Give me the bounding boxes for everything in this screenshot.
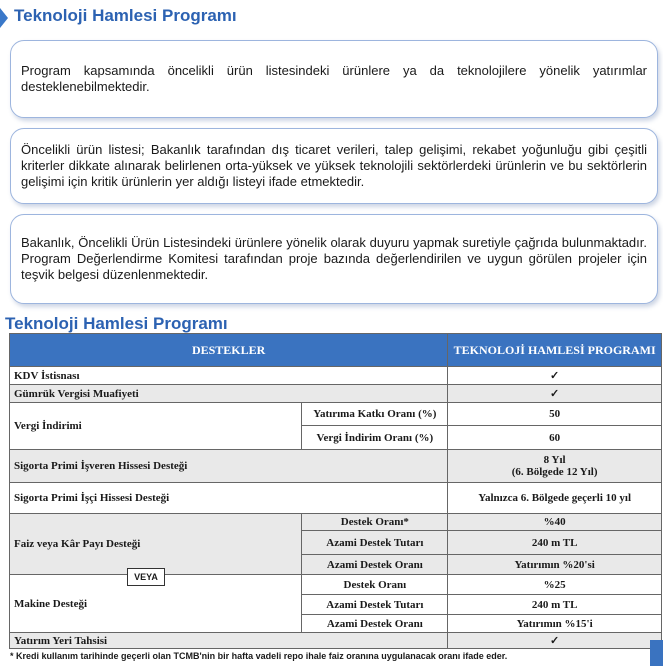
sub-label: Azami Destek Oranı bbox=[302, 615, 448, 633]
table-row bbox=[10, 575, 662, 595]
sub-label: Azami Destek Tutarı bbox=[302, 531, 448, 555]
row-label-sigorta-isveren: Sigorta Primi İşveren Hissesi Desteği bbox=[10, 450, 448, 483]
info-box-3 bbox=[10, 214, 658, 304]
row-label-makine: Makine Desteği bbox=[10, 575, 302, 633]
sub-label: Azami Destek Oranı bbox=[302, 555, 448, 575]
check-icon: ✓ bbox=[448, 367, 662, 385]
value-line: (6. Bölgede 12 Yıl) bbox=[511, 466, 598, 478]
sub-label: Azami Destek Tutarı bbox=[302, 595, 448, 615]
sub-value: %25 bbox=[448, 575, 662, 595]
row-label-sigorta-isci: Sigorta Primi İşçi Hissesi Desteği bbox=[10, 483, 448, 514]
sub-value: Yatırımın %20'si bbox=[448, 555, 662, 575]
sub-value: 60 bbox=[448, 426, 662, 450]
table-row bbox=[10, 403, 662, 426]
table-row bbox=[10, 483, 662, 514]
page-title: Teknoloji Hamlesi Programı bbox=[14, 6, 237, 25]
table-header-row bbox=[10, 334, 662, 367]
sub-label: Destek Oranı* bbox=[302, 514, 448, 531]
row-label-faiz: Faiz veya Kâr Payı Desteği bbox=[10, 514, 302, 575]
col-header-program: TEKNOLOJİ HAMLESİ PROGRAMI bbox=[448, 334, 662, 367]
veya-label: VEYA bbox=[127, 568, 165, 586]
page-edge-decoration bbox=[650, 640, 663, 666]
row-label-gumruk: Gümrük Vergisi Muafiyeti bbox=[10, 385, 448, 403]
title-arrow-icon bbox=[0, 8, 8, 28]
info-box-2 bbox=[10, 128, 658, 204]
row-label-kdv: KDV İstisnası bbox=[10, 367, 448, 385]
table-row bbox=[10, 367, 662, 385]
table-row bbox=[10, 385, 662, 403]
support-table bbox=[9, 333, 662, 649]
sub-value: 240 m TL bbox=[448, 531, 662, 555]
sub-label: Yatırıma Katkı Oranı (%) bbox=[302, 403, 448, 426]
sub-value: 240 m TL bbox=[448, 595, 662, 615]
table-row bbox=[10, 514, 662, 531]
sub-value: 50 bbox=[448, 403, 662, 426]
row-value-sigorta-isveren bbox=[448, 450, 662, 483]
table-row bbox=[10, 633, 662, 649]
footnote: * Kredi kullanım tarihinde geçerli olan TCMB'nin bir hafta vadeli repo ihale faiz oranına uygulanacak oranı ifade eder. bbox=[10, 651, 508, 661]
row-label-yatirim-yeri: Yatırım Yeri Tahsisi bbox=[10, 633, 448, 649]
info-box-1-text: Program kapsamında öncelikli ürün listesindeki ürünlere ya da teknolojilere yönelik yatırımlar desteklenebilmektedir. bbox=[21, 63, 647, 94]
table-section-title: Teknoloji Hamlesi Programı bbox=[5, 314, 228, 333]
row-label-vergi: Vergi İndirimi bbox=[10, 403, 302, 450]
sub-value: Yatırımın %15'i bbox=[448, 615, 662, 633]
info-box-3-text: Bakanlık, Öncelikli Ürün Listesindeki ürünlere yönelik olarak duyuru yapmak suretiyle çağrıda bulunmaktadır. Program Değerlendirme Komitesi tarafından proje bazında değerlendirilen ve uygun görülen projeler için teşvik belgesi düzenlenmektedir. bbox=[21, 235, 647, 282]
col-header-supports: DESTEKLER bbox=[10, 334, 448, 367]
table-row bbox=[10, 450, 662, 483]
sub-label: Vergi İndirim Oranı (%) bbox=[302, 426, 448, 450]
sub-value: %40 bbox=[448, 514, 662, 531]
row-value-sigorta-isci: Yalnızca 6. Bölgede geçerli 10 yıl bbox=[448, 483, 662, 514]
value-line: 8 Yıl bbox=[543, 454, 566, 466]
check-icon: ✓ bbox=[448, 633, 662, 649]
check-icon: ✓ bbox=[448, 385, 662, 403]
info-box-1 bbox=[10, 40, 658, 118]
sub-label: Destek Oranı bbox=[302, 575, 448, 595]
info-box-2-text: Öncelikli ürün listesi; Bakanlık tarafından dış ticaret verileri, talep gelişimi, rekabet yoğunluğu gibi çeşitli kriterler dikkate alınarak belirlenen orta-yüksek ve yüksek teknolojili sektörlerdeki ürünlerin ve bu sektörlerin gelişimi için kritik ürünlerin yer aldığı listeyi ifade etmektedir. bbox=[21, 142, 647, 189]
